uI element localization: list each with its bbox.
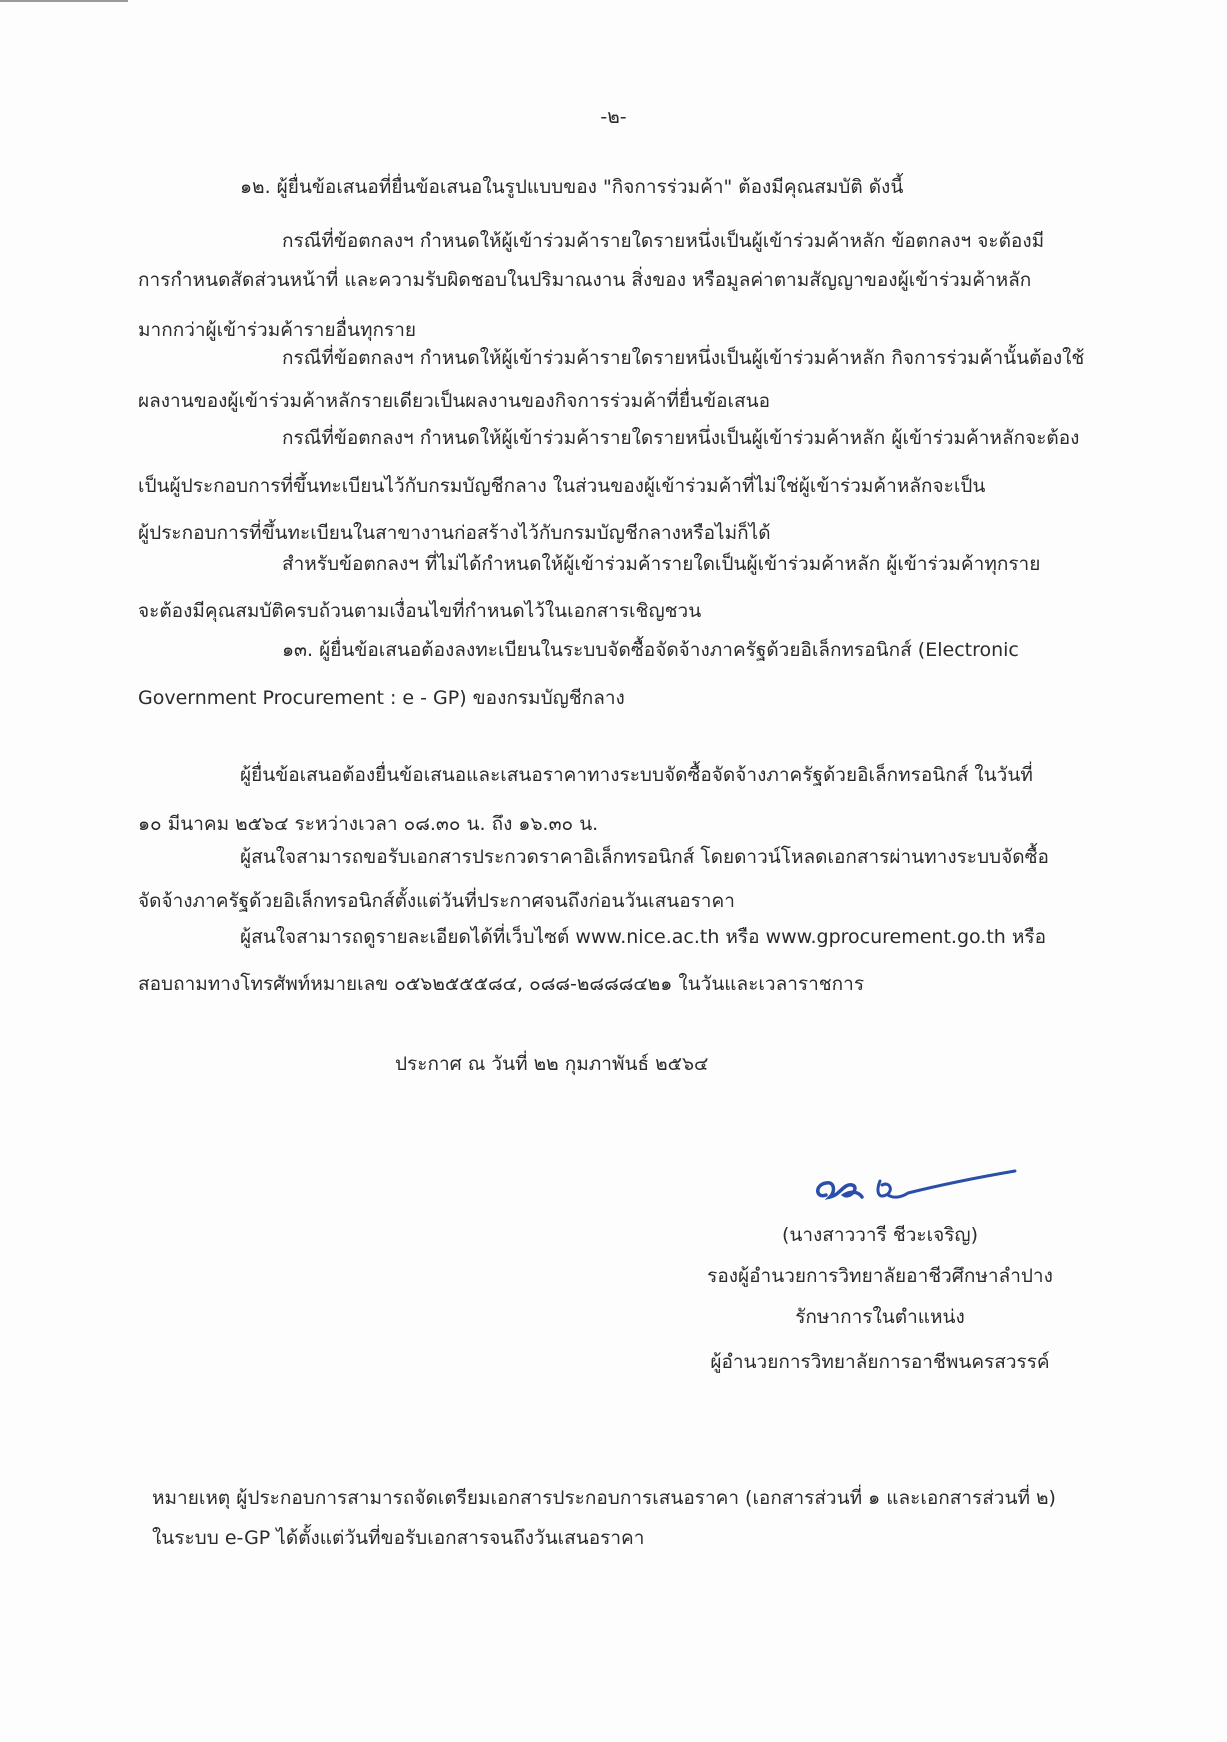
section12-p1-line1: กรณีที่ข้อตกลงฯ กำหนดให้ผู้เข้าร่วมค้ารายใดรายหนึ่งเป็นผู้เข้าร่วมค้าหลัก ข้อตกลงฯ จะต้องมี bbox=[282, 230, 1045, 252]
section12-p2-line2: ผลงานของผู้เข้าร่วมค้าหลักรายเดียวเป็นผลงานของกิจการร่วมค้าที่ยื่นข้อเสนอ bbox=[138, 390, 771, 412]
section12-p3-line2: เป็นผู้ประกอบการที่ขึ้นทะเบียนไว้กับกรมบัญชีกลาง ในส่วนของผู้เข้าร่วมค้าที่ไม่ใช่ผู้เข้าร่วมค้าหลักจะเป็น bbox=[138, 475, 986, 497]
submission-line1: ผู้ยื่นข้อเสนอต้องยื่นข้อเสนอและเสนอราคาทางระบบจัดซื้อจัดจ้างภาครัฐด้วยอิเล็กทรอนิกส์ ในวันที่ bbox=[240, 764, 1033, 786]
signatory-position2: รักษาการในตำแหน่ง bbox=[795, 1306, 965, 1328]
section12-p1-line3: มากกว่าผู้เข้าร่วมค้ารายอื่นทุกราย bbox=[138, 319, 417, 341]
section13-line2: Government Procurement : e - GP) ของกรมบัญชีกลาง bbox=[138, 687, 625, 709]
section12-p4-line2: จะต้องมีคุณสมบัติครบถ้วนตามเงื่อนไขที่กำหนดไว้ในเอกสารเชิญชวน bbox=[138, 600, 702, 622]
note-line2: ในระบบ e-GP ได้ตั้งแต่วันที่ขอรับเอกสารจนถึงวันเสนอราคา bbox=[152, 1527, 645, 1549]
note-line1: หมายเหตุ ผู้ประกอบการสามารถจัดเตรียมเอกสารประกอบการเสนอราคา (เอกสารส่วนที่ ๑ และเอกสารส่วนที่ ๒) bbox=[152, 1487, 1056, 1509]
download-line1: ผู้สนใจสามารถขอรับเอกสารประกวดราคาอิเล็กทรอนิกส์ โดยดาวน์โหลดเอกสารผ่านทางระบบจัดซื้อ bbox=[240, 846, 1049, 868]
section12-p1-line2: การกำหนดสัดส่วนหน้าที่ และความรับผิดชอบในปริมาณงาน สิ่งของ หรือมูลค่าตามสัญญาของผู้เข้าร่วมค้าหลัก bbox=[138, 269, 1032, 291]
section12-p3-line3: ผู้ประกอบการที่ขึ้นทะเบียนในสาขางานก่อสร้างไว้กับกรมบัญชีกลางหรือไม่ก็ได้ bbox=[138, 522, 771, 544]
submission-line2: ๑๐ มีนาคม ๒๕๖๔ ระหว่างเวลา ๐๘.๓๐ น. ถึง ๑๖.๓๐ น. bbox=[138, 813, 599, 835]
section12-p4-line1: สำหรับข้อตกลงฯ ที่ไม่ได้กำหนดให้ผู้เข้าร่วมค้ารายใดเป็นผู้เข้าร่วมค้าหลัก ผู้เข้าร่วมค้าทุกราย bbox=[282, 553, 1041, 575]
scan-edge-line bbox=[0, 0, 128, 2]
contact-line1: ผู้สนใจสามารถดูรายละเอียดได้ที่เว็บไซต์ www.nice.ac.th หรือ www.gprocurement.go.th หรือ bbox=[240, 926, 1047, 948]
section12-heading: ๑๒. ผู้ยื่นข้อเสนอที่ยื่นข้อเสนอในรูปแบบของ "กิจการร่วมค้า" ต้องมีคุณสมบัติ ดังนี้ bbox=[240, 176, 904, 198]
signatory-position3: ผู้อำนวยการวิทยาลัยการอาชีพนครสวรรค์ bbox=[710, 1351, 1050, 1373]
download-line2: จัดจ้างภาครัฐด้วยอิเล็กทรอนิกส์ตั้งแต่วันที่ประกาศจนถึงก่อนวันเสนอราคา bbox=[138, 890, 735, 912]
section12-p2-line1: กรณีที่ข้อตกลงฯ กำหนดให้ผู้เข้าร่วมค้ารายใดรายหนึ่งเป็นผู้เข้าร่วมค้าหลัก กิจการร่วมค้านั้นต้องใช้ bbox=[282, 347, 1085, 369]
contact-line2: สอบถามทางโทรศัพท์หมายเลข ๐๕๖๒๕๕๕๘๔, ๐๘๘-๒๘๘๘๔๒๑ ในวันและเวลาราชการ bbox=[138, 973, 865, 995]
page-number: -๒- bbox=[600, 106, 627, 128]
handwritten-signature bbox=[810, 1155, 1020, 1215]
signatory-position1: รองผู้อำนวยการวิทยาลัยอาชีวศึกษาลำปาง bbox=[707, 1265, 1053, 1287]
section12-p3-line1: กรณีที่ข้อตกลงฯ กำหนดให้ผู้เข้าร่วมค้ารายใดรายหนึ่งเป็นผู้เข้าร่วมค้าหลัก ผู้เข้าร่วมค้าหลักจะต้อง bbox=[282, 427, 1080, 449]
section13-line1: ๑๓. ผู้ยื่นข้อเสนอต้องลงทะเบียนในระบบจัดซื้อจัดจ้างภาครัฐด้วยอิเล็กทรอนิกส์ (Electronic bbox=[282, 639, 1019, 661]
announce-date: ประกาศ ณ วันที่ ๒๒ กุมภาพันธ์ ๒๕๖๔ bbox=[395, 1053, 709, 1075]
signatory-name: (นางสาววารี ชีวะเจริญ) bbox=[781, 1224, 979, 1246]
